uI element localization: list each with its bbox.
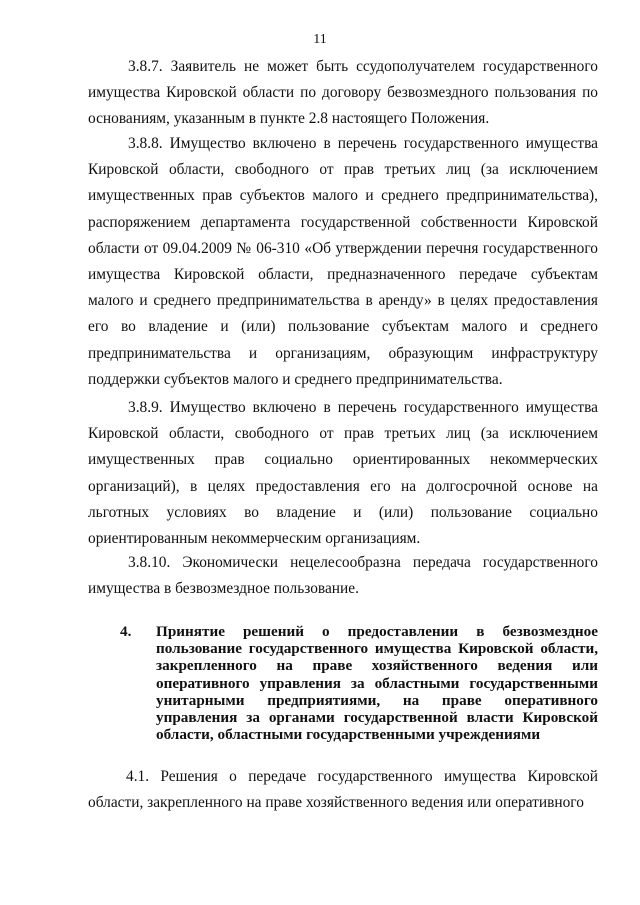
- paragraph-3-8-7: 3.8.7. Заявитель не может быть ссудополучателем государственного имущества Кировской области по договору безвозмездного пользования по основаниям, указанным в пункте 2.8 настоящего Положения.: [88, 58, 598, 128]
- paragraph-4-1: 4.1. Решения о передаче государственного имущества Кировской области, закрепленного на праве хозяйственного ведения или оперативного: [88, 768, 598, 812]
- paragraph-3-8-9: 3.8.9. Имущество включено в перечень государственного имущества Кировской области, свободного от прав третьих лиц (за исключением имущественных прав социально ориентированных некоммерческих организаций), в целях предоставления его на долгосрочной основе на льготных условиях во владение и (или) пользование социально ориентированным некоммерческим организациям.: [88, 399, 598, 548]
- paragraph-3-8-8: 3.8.8. Имущество включено в перечень государственного имущества Кировской области, свободного от прав третьих лиц (за исключением имущественных прав субъектов малого и среднего предпринимательства), распоряжением департамента государственной собственности Кировской области от 09.04.2009 № 06-310 «Об утверждении перечня государственного имущества Кировской области, предназначенного передаче субъектам малого и среднего предпринимательства в аренду» в целях предоставления его во владение и (или) пользование субъектам малого и среднего предпринимательства и организациям, образующим инфраструктуру поддержки субъектов малого и среднего предпринимательства.: [88, 135, 598, 388]
- section-title: Принятие решений о предоставлении в безвозмездное пользование государственного имущества Кировской области, закрепленного на праве хозяйственного ведения или оперативного управления за областными государственными унитарными предприятиями, на праве оперативного управления за органами государственной власти Кировской области, областными государственными учреждениями: [156, 623, 598, 744]
- section-heading: [122, 623, 598, 743]
- section-number: 4.: [120, 623, 132, 640]
- paragraph-3-8-10: 3.8.10. Экономически нецелесообразна передача государственного имущества в безвозмездное пользование.: [88, 554, 598, 598]
- page-number: 11: [313, 32, 327, 47]
